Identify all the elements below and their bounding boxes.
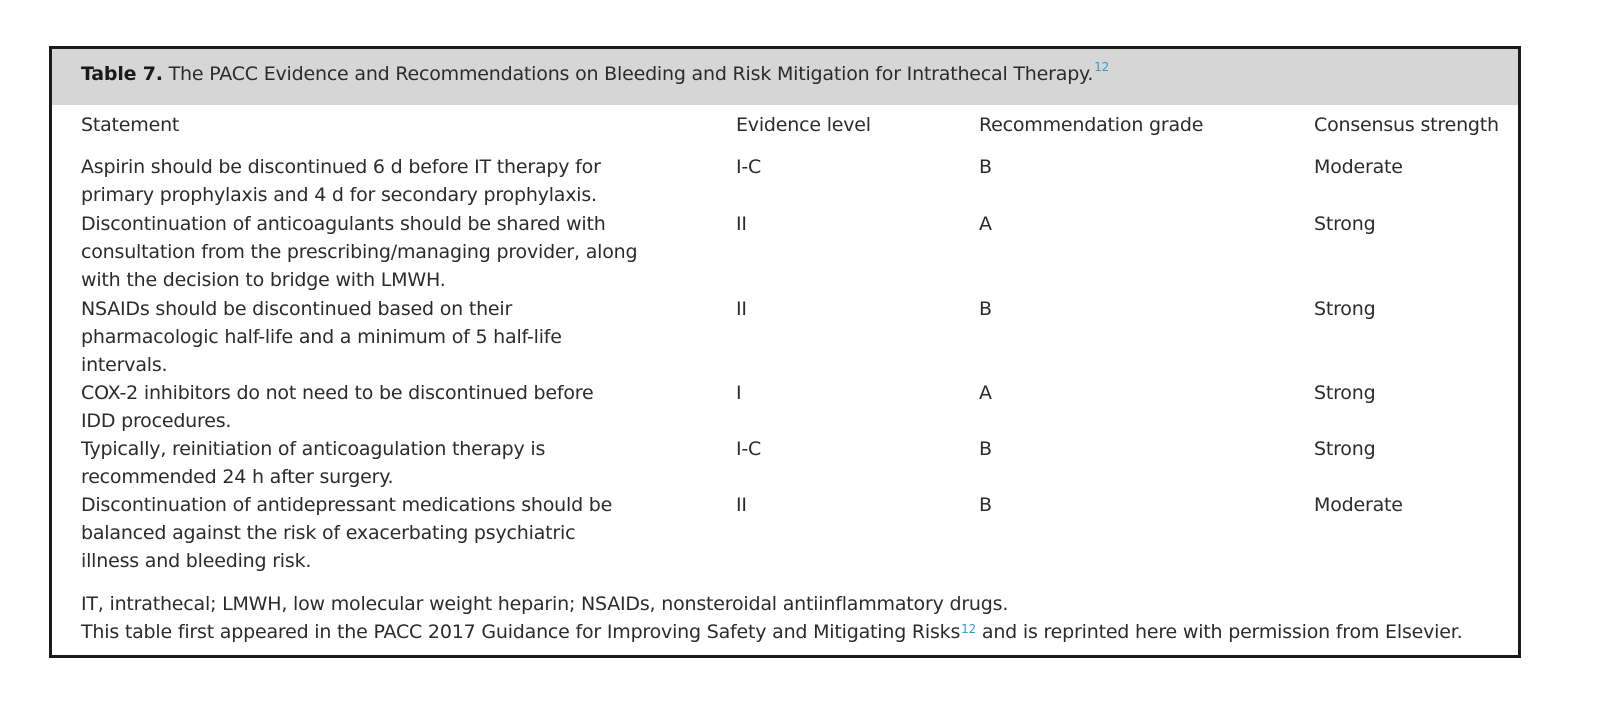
- table-footnotes: [81, 590, 1462, 646]
- footnote-source-text: This table first appeared in the PACC 2017 Guidance for Improving Safety and Mitigating Risks: [81, 621, 961, 643]
- statement-line: consultation from the prescribing/managing provider, along: [81, 241, 638, 263]
- source-reference-link[interactable]: 12: [961, 622, 977, 636]
- statement-line: with the decision to bridge with LMWH.: [81, 269, 446, 291]
- statement-line: primary prophylaxis and 4 d for secondary prophylaxis.: [81, 184, 597, 206]
- column-header-statement: Statement: [81, 114, 180, 136]
- column-header-consensus-strength: Consensus strength: [1314, 114, 1499, 136]
- table-cell-evidence: I-C: [736, 438, 762, 460]
- table-cell-evidence: I-C: [736, 156, 762, 178]
- table-cell-grade: B: [979, 438, 992, 460]
- table-row-statement: [81, 295, 562, 379]
- table-row-statement: [81, 435, 545, 491]
- table-row-statement: [81, 210, 637, 294]
- table-cell-grade: B: [979, 494, 992, 516]
- column-header-recommendation-grade: Recommendation grade: [979, 114, 1204, 136]
- footnote-abbreviations: IT, intrathecal; LMWH, low molecular weight heparin; NSAIDs, nonsteroidal antiinflammatory drugs.: [81, 593, 1009, 615]
- table-cell-grade: A: [979, 213, 992, 235]
- statement-line: recommended 24 h after surgery.: [81, 466, 394, 488]
- table-cell-evidence: II: [736, 213, 747, 235]
- table-row-statement: [81, 379, 593, 435]
- table-cell-consensus: Moderate: [1314, 494, 1403, 516]
- table-cell-consensus: Strong: [1314, 298, 1376, 320]
- table-caption-bar: [52, 49, 1518, 105]
- statement-line: Typically, reinitiation of anticoagulation therapy is: [81, 438, 546, 460]
- table-cell-consensus: Strong: [1314, 213, 1376, 235]
- statement-line: Discontinuation of anticoagulants should be shared with: [81, 213, 606, 235]
- table-row-statement: [81, 491, 612, 575]
- table-cell-evidence: II: [736, 298, 747, 320]
- table-cell-grade: B: [979, 156, 992, 178]
- table-cell-grade: A: [979, 382, 992, 404]
- table-title: The PACC Evidence and Recommendations on Bleeding and Risk Mitigation for Intrathecal Therapy.: [168, 63, 1094, 85]
- footnote-source: [81, 618, 1462, 646]
- footnote-source-text-end: and is reprinted here with permission from Elsevier.: [976, 621, 1463, 643]
- statement-line: pharmacologic half-life and a minimum of 5 half-life: [81, 326, 562, 348]
- title-reference-link[interactable]: 12: [1094, 60, 1110, 74]
- table-cell-evidence: I: [736, 382, 742, 404]
- table-cell-grade: B: [979, 298, 992, 320]
- column-header-evidence-level: Evidence level: [736, 114, 871, 136]
- table-caption: [81, 60, 1110, 85]
- statement-line: illness and bleeding risk.: [81, 550, 312, 572]
- statement-line: Aspirin should be discontinued 6 d before IT therapy for: [81, 156, 601, 178]
- statement-line: NSAIDs should be discontinued based on their: [81, 298, 513, 320]
- statement-line: intervals.: [81, 354, 168, 376]
- table-cell-consensus: Strong: [1314, 438, 1376, 460]
- table-cell-evidence: II: [736, 494, 747, 516]
- table-label: Table 7.: [81, 63, 163, 85]
- table-cell-consensus: Moderate: [1314, 156, 1403, 178]
- statement-line: COX-2 inhibitors do not need to be discontinued before: [81, 382, 594, 404]
- statement-line: balanced against the risk of exacerbating psychiatric: [81, 522, 576, 544]
- table-row-statement: [81, 153, 601, 209]
- statement-line: IDD procedures.: [81, 410, 232, 432]
- table-cell-consensus: Strong: [1314, 382, 1376, 404]
- statement-line: Discontinuation of antidepressant medications should be: [81, 494, 613, 516]
- evidence-table: [49, 46, 1521, 658]
